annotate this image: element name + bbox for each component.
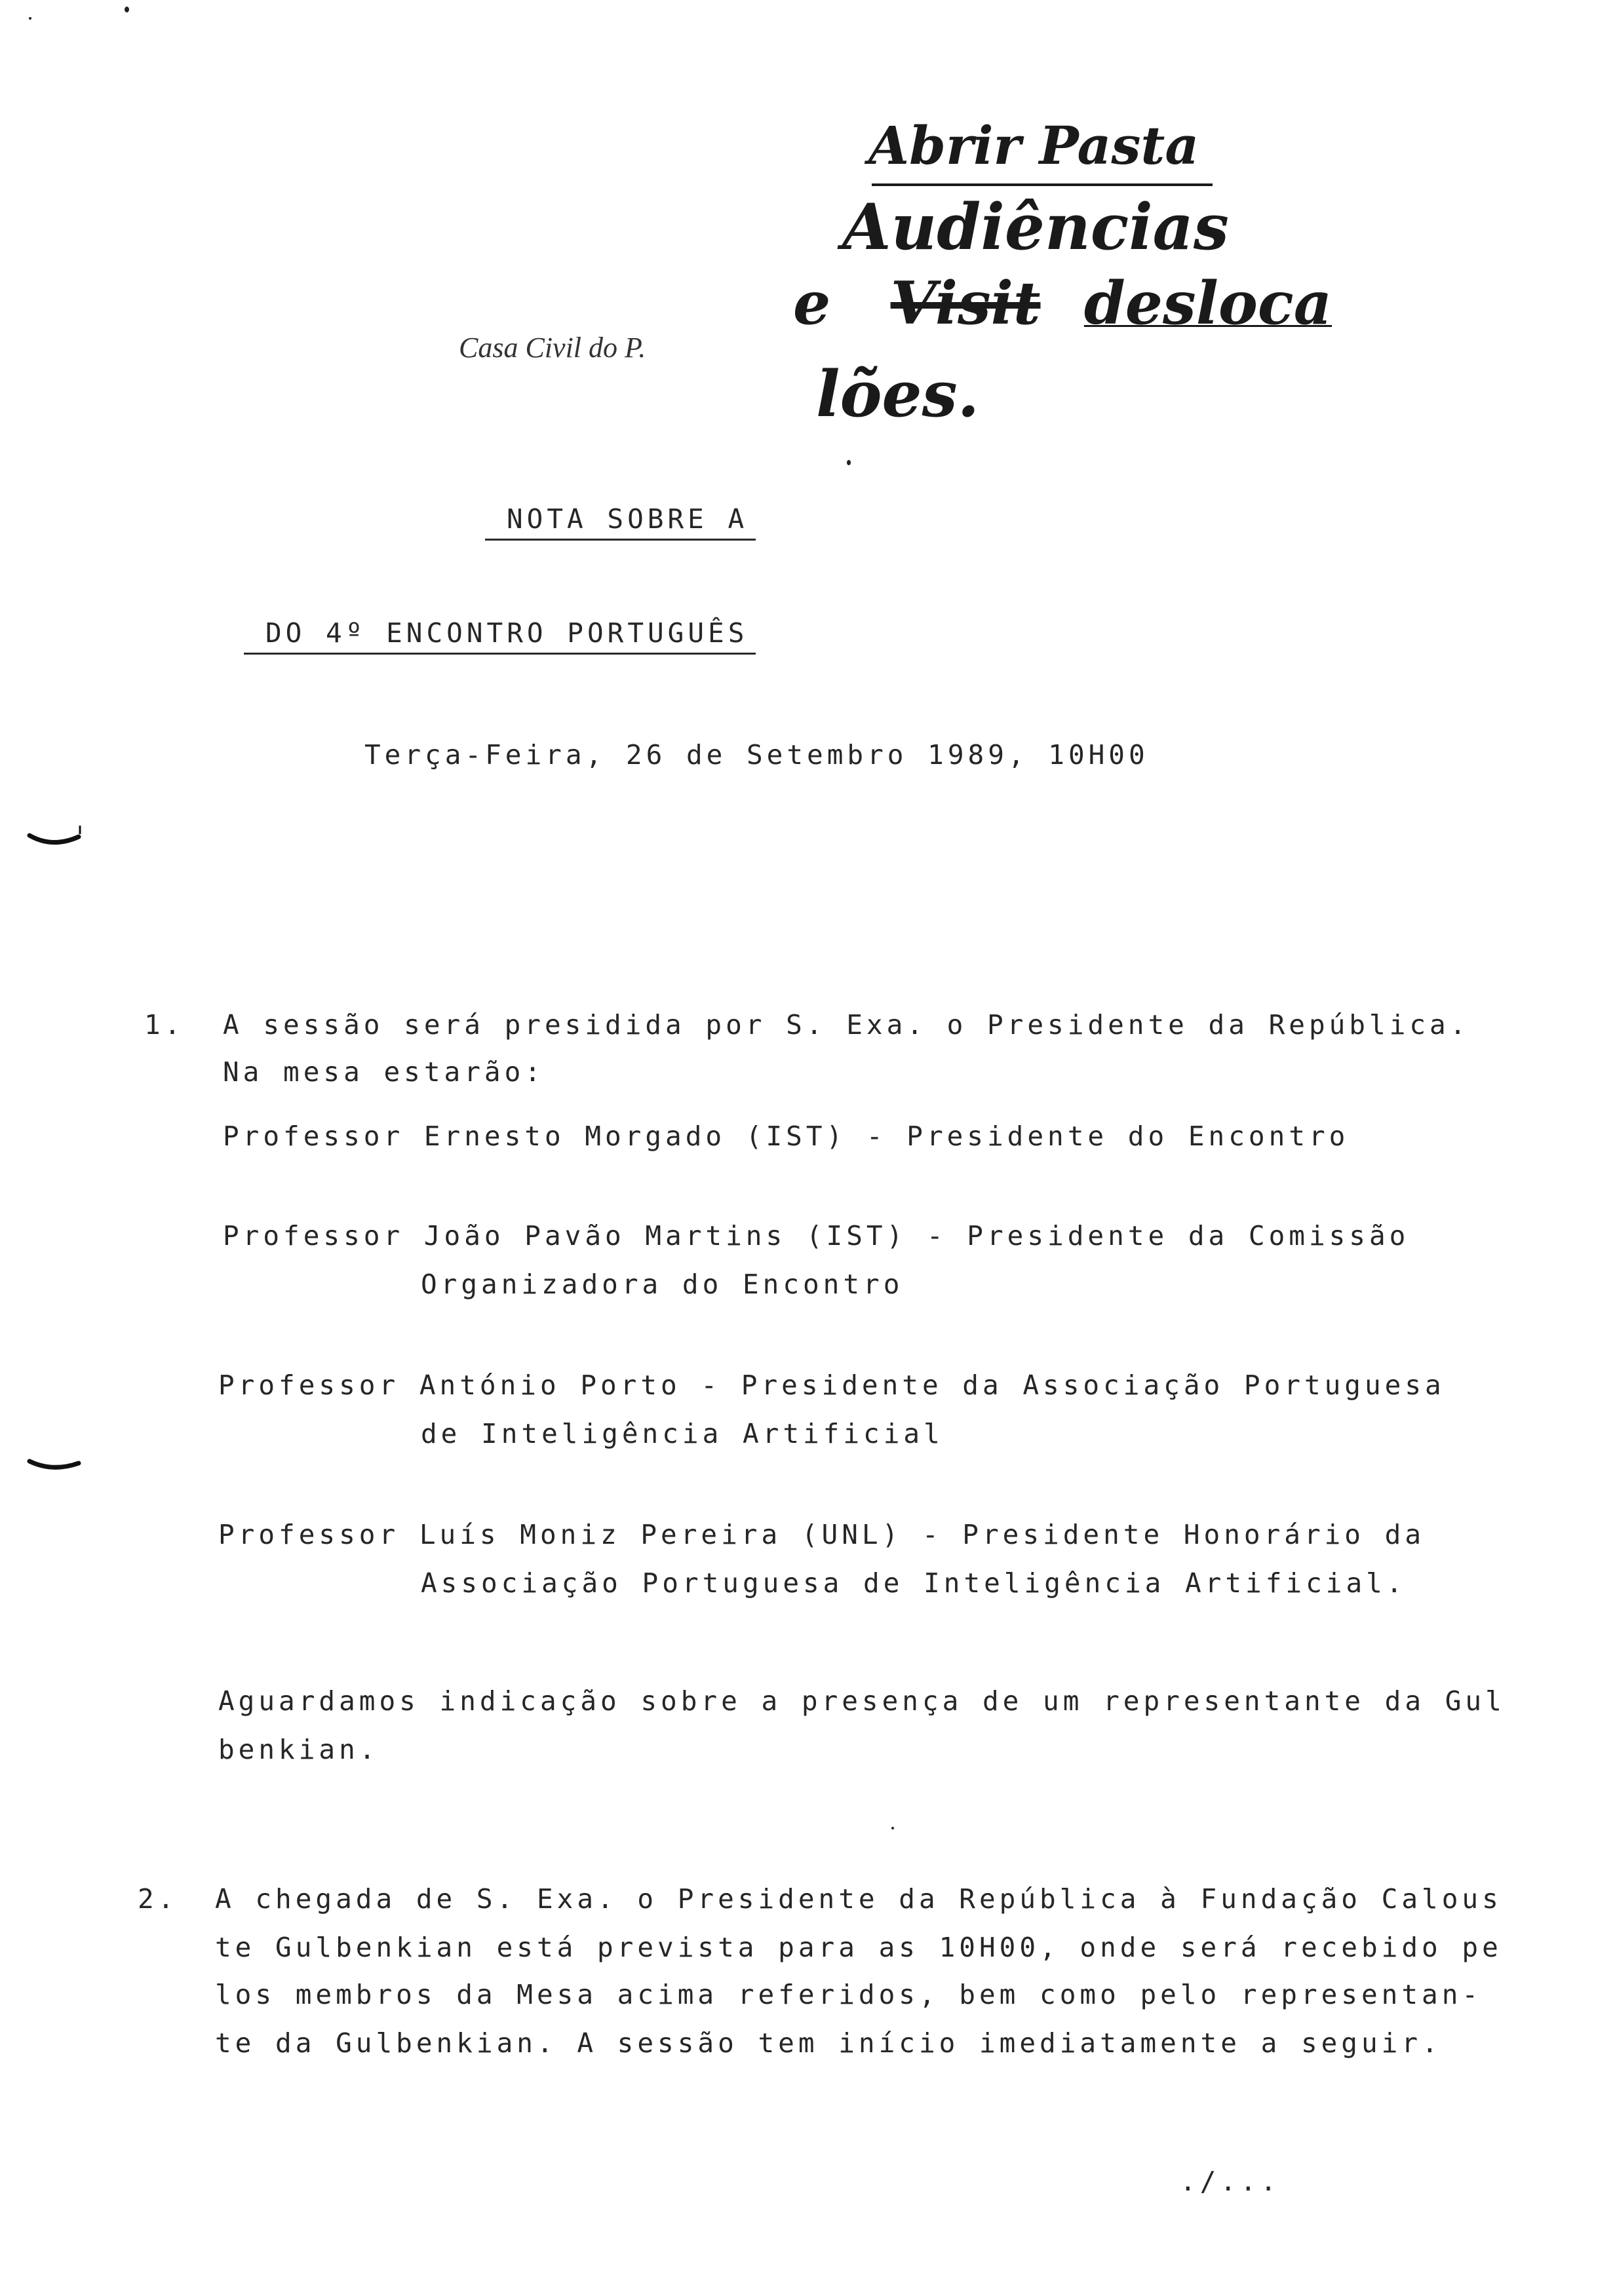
title-underline-1 xyxy=(485,539,756,541)
handwritten-underline xyxy=(872,183,1213,186)
margin-mark xyxy=(26,822,85,852)
section-1-intro-line-2: Na mesa estarão: xyxy=(223,1056,545,1088)
scan-speck xyxy=(125,7,129,12)
section-2-line-1: A chegada de S. Exa. o Presidente da República à Fundação Calous xyxy=(215,1883,1502,1915)
section-1-note-line-1: Aguardamos indicação sobre a presença de um representante da Gul xyxy=(218,1685,1506,1717)
continuation-mark: ./... xyxy=(1180,2166,1281,2197)
title-line-1: NOTA SOBRE A xyxy=(507,503,749,535)
handwritten-conjunction: e xyxy=(793,269,831,338)
handwritten-line-4: lões. xyxy=(816,357,980,431)
section-2-line-2: te Gulbenkian está prevista para as 10H00, onde será recebido pe xyxy=(215,1932,1502,1963)
scan-speck xyxy=(847,460,851,465)
member-2-line-1: Professor João Pavão Martins (IST) - Presidente da Comissão xyxy=(223,1220,1410,1252)
member-4-line-1: Professor Luís Moniz Pereira (UNL) - Presidente Honorário da xyxy=(218,1519,1426,1550)
handwritten-line-1: Abrir Pasta xyxy=(868,115,1199,176)
handwritten-line-3 xyxy=(793,269,1332,338)
section-1-note-line-2: benkian. xyxy=(218,1734,379,1765)
member-2-line-2: Organizadora do Encontro xyxy=(421,1269,904,1300)
section-2-line-4: te da Gulbenkian. A sessão tem início imediatamente a seguir. xyxy=(215,2027,1442,2059)
handwritten-line-2: Audiências xyxy=(842,190,1229,264)
handwritten-struck-word: Visit xyxy=(890,269,1041,338)
margin-mark xyxy=(26,1451,85,1478)
section-2-line-3: los membros da Mesa acima referidos, bem como pelo representan- xyxy=(215,1979,1483,2010)
section-1-number: 1. xyxy=(144,1009,185,1041)
letterhead: Casa Civil do P. xyxy=(459,332,646,364)
section-1-intro-line-1: A sessão será presidida por S. Exa. o Presidente da República. xyxy=(223,1009,1470,1041)
dateline: Terça-Feira, 26 de Setembro 1989, 10H00 xyxy=(364,739,1149,771)
scan-speck xyxy=(891,1827,894,1829)
scan-speck xyxy=(29,17,31,20)
handwritten-word: desloca xyxy=(1083,269,1333,338)
member-3-line-1: Professor António Porto - Presidente da Associação Portuguesa xyxy=(218,1369,1445,1401)
title-underline-2 xyxy=(244,653,756,655)
member-1-line-1: Professor Ernesto Morgado (IST) - Presidente do Encontro xyxy=(223,1120,1350,1152)
section-2-number: 2. xyxy=(138,1883,178,1915)
member-4-line-2: Associação Portuguesa de Inteligência Artificial. xyxy=(421,1567,1407,1599)
title-line-2: DO 4º ENCONTRO PORTUGUÊS xyxy=(265,617,749,649)
handwritten-note xyxy=(793,98,1333,465)
member-3-line-2: de Inteligência Artificial xyxy=(421,1418,944,1449)
